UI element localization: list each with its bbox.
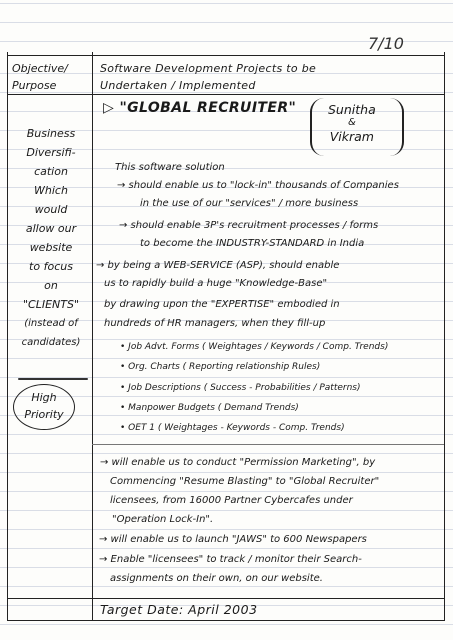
project-title: ▷ "GLOBAL RECRUITER" — [103, 100, 297, 116]
header-objective-line: Objective/ — [12, 62, 68, 75]
owner-name-1: Sunitha — [328, 102, 376, 117]
objective-line: Business — [26, 127, 76, 140]
objective-description — [14, 124, 88, 352]
objective-line: Which — [34, 184, 68, 197]
objective-line: on — [44, 279, 58, 292]
objective-line: candidates) — [21, 337, 81, 348]
priority-line-2: Priority — [24, 408, 64, 421]
body-line: → will enable us to launch "JAWS" to 600 Newspapers — [99, 534, 367, 545]
body-line: to become the INDUSTRY-STANDARD in India — [140, 238, 365, 249]
objective-line: "CLIENTS" — [22, 298, 80, 311]
header-objective-label — [12, 60, 68, 94]
header-projects-label — [100, 60, 316, 94]
body-line: → should enable 3P's recruitment processes / forms — [119, 220, 379, 231]
body-line: → Enable "licensees" to track / monitor their Search- — [99, 554, 362, 565]
header-bottom-line — [7, 94, 445, 95]
objective-line: allow our — [25, 222, 77, 235]
body-line: licensees, from 16000 Partner Cybercafes under — [110, 495, 353, 506]
body-line: by drawing upon the "EXPERTISE" embodied in — [104, 299, 340, 310]
body-line: → by being a WEB-SERVICE (ASP), should enable — [96, 260, 340, 271]
objective-line: cation — [34, 165, 68, 178]
body-line: us to rapidly build a huge "Knowledge-Base" — [104, 278, 328, 289]
target-date: Target Date: April 2003 — [100, 602, 258, 617]
project-owners — [328, 101, 376, 145]
body-line: hundreds of HR managers, when they fill-up — [104, 318, 326, 329]
header-projects-line-1: Software Development Projects to be — [100, 62, 317, 75]
list-item: • Org. Charts ( Reporting relationship Rules) — [120, 362, 321, 372]
body-line: "Operation Lock-In". — [112, 514, 214, 525]
list-item: • Job Advt. Forms ( Weightages / Keywords / Comp. Trends) — [120, 342, 389, 352]
footer-top-line — [7, 598, 445, 599]
owner-name-2: Vikram — [329, 129, 374, 144]
footer-bottom-line — [7, 620, 445, 621]
priority-line-1: High — [31, 391, 57, 404]
objective-line: website — [29, 241, 73, 254]
body-line: assignments on their own, on our website. — [110, 573, 323, 584]
header-top-line — [7, 55, 445, 56]
owner-ampersand: & — [347, 117, 356, 128]
header-projects-line-2: Undertaken / Implemented — [100, 79, 256, 92]
body-line: Commencing "Resume Blasting" to "Global Recruiter" — [110, 476, 380, 487]
right-page-border — [444, 52, 445, 620]
left-page-border — [7, 52, 8, 620]
sidebar-squiggle-divider — [18, 378, 88, 380]
list-item: • Manpower Budgets ( Demand Trends) — [120, 403, 299, 413]
header-purpose-line: Purpose — [12, 79, 57, 92]
body-line: This software solution — [115, 162, 225, 173]
page-number: 7/10 — [368, 34, 404, 53]
body-line: → should enable us to "lock-in" thousands of Companies — [117, 180, 399, 191]
objective-line: (instead of — [24, 318, 78, 329]
objective-line: Diversifi- — [26, 146, 76, 159]
list-item: • OET 1 ( Weightages - Keywords - Comp. Trends) — [120, 423, 345, 433]
objective-line: would — [34, 203, 68, 216]
priority-badge — [13, 384, 75, 430]
body-line: in the use of our "services" / more business — [140, 198, 359, 209]
objective-line: to focus — [29, 260, 73, 273]
body-line: → will enable us to conduct "Permission Marketing", by — [100, 457, 376, 468]
list-item: • Job Descriptions ( Success - Probabilities / Patterns) — [120, 383, 361, 393]
section-divider — [92, 444, 444, 445]
column-divider — [92, 52, 93, 620]
